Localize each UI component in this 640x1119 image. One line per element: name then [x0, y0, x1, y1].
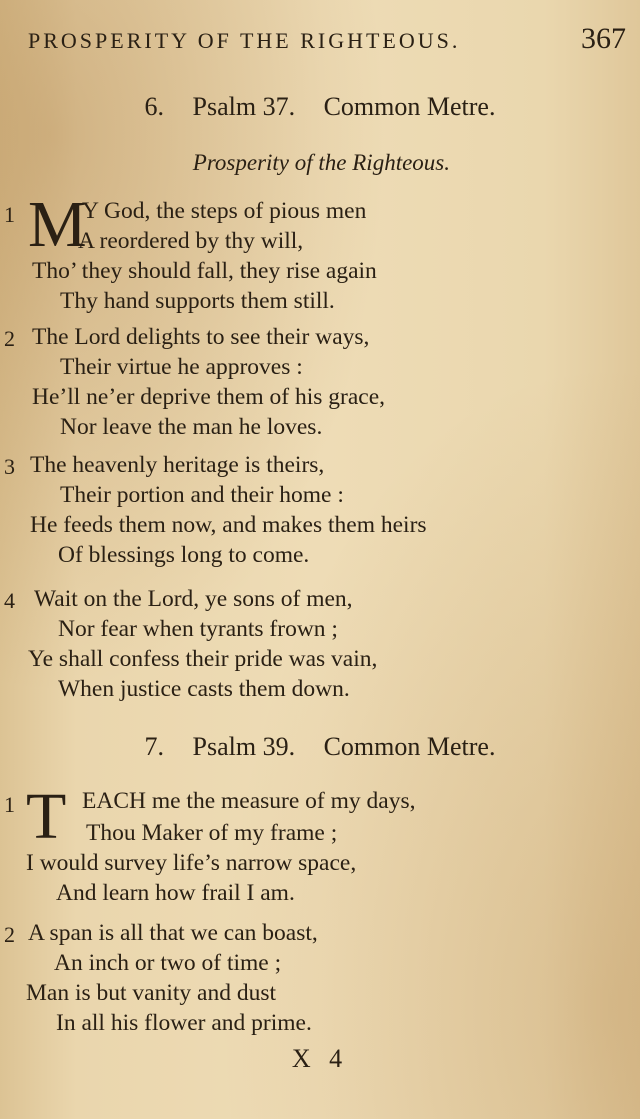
verse-number: 1	[4, 202, 15, 227]
verse-line: Nor leave the man he loves.	[60, 414, 323, 440]
verse-line: He’ll ne’er deprive them of his grace,	[32, 384, 385, 410]
psalm-reference: Psalm 39.	[192, 732, 296, 761]
verse-line: Their portion and their home :	[60, 482, 344, 508]
drop-capital: T	[26, 780, 67, 853]
verse-number: 2	[4, 922, 15, 947]
verse-line: Thy hand supports them still.	[60, 288, 335, 314]
hymn-subtitle: Prosperity of the Righteous.	[192, 150, 450, 175]
verse-line: He feeds them now, and makes them heirs	[30, 512, 427, 538]
metre: Common Metre.	[323, 732, 496, 761]
verse-line: The heavenly heritage is theirs,	[30, 452, 325, 478]
hymn-number: 6.	[144, 92, 165, 121]
page-number: 367	[581, 22, 626, 55]
verse-line: And learn how frail I am.	[56, 880, 295, 906]
verse-line: An inch or two of time ;	[54, 950, 282, 976]
hymn-number: 7.	[144, 732, 165, 761]
verse-line: Wait on the Lord, ye sons of men,	[34, 586, 353, 612]
verse-line: Y God, the steps of pious men	[82, 198, 367, 224]
signature-mark: X 4	[291, 1044, 349, 1073]
metre: Common Metre.	[323, 92, 496, 121]
psalm-reference: Psalm 37.	[192, 92, 296, 121]
verse-line: Thou Maker of my frame ;	[86, 820, 338, 846]
psalm-heading-6	[0, 92, 640, 122]
verse-line: When justice casts them down.	[58, 676, 350, 702]
verse-number: 2	[4, 326, 15, 351]
verse-line: EACH me the measure of my days,	[82, 788, 416, 814]
running-head	[28, 22, 628, 56]
verse-number: 1	[4, 792, 15, 817]
verse-line: Of blessings long to come.	[58, 542, 310, 568]
verse-line: Man is but vanity and dust	[26, 980, 276, 1006]
verse-number: 3	[4, 454, 15, 479]
verse-line: Tho’ they should fall, they rise again	[32, 258, 377, 284]
verse-line: Their virtue he approves :	[60, 354, 303, 380]
verse-line: Ye shall confess their pride was vain,	[28, 646, 378, 672]
verse-line: In all his flower and prime.	[56, 1010, 312, 1036]
psalm-heading-7	[0, 732, 640, 762]
verse-line: I would survey life’s narrow space,	[26, 850, 357, 876]
verse-line: Nor fear when tyrants frown ;	[58, 616, 338, 642]
verse-line: A reordered by thy will,	[78, 228, 304, 254]
running-title: PROSPERITY OF THE RIGHTEOUS.	[28, 28, 461, 53]
verse-number: 4	[4, 588, 15, 613]
drop-capital: M	[28, 188, 87, 261]
verse-line: The Lord delights to see their ways,	[32, 324, 370, 350]
verse-line: A span is all that we can boast,	[28, 920, 318, 946]
